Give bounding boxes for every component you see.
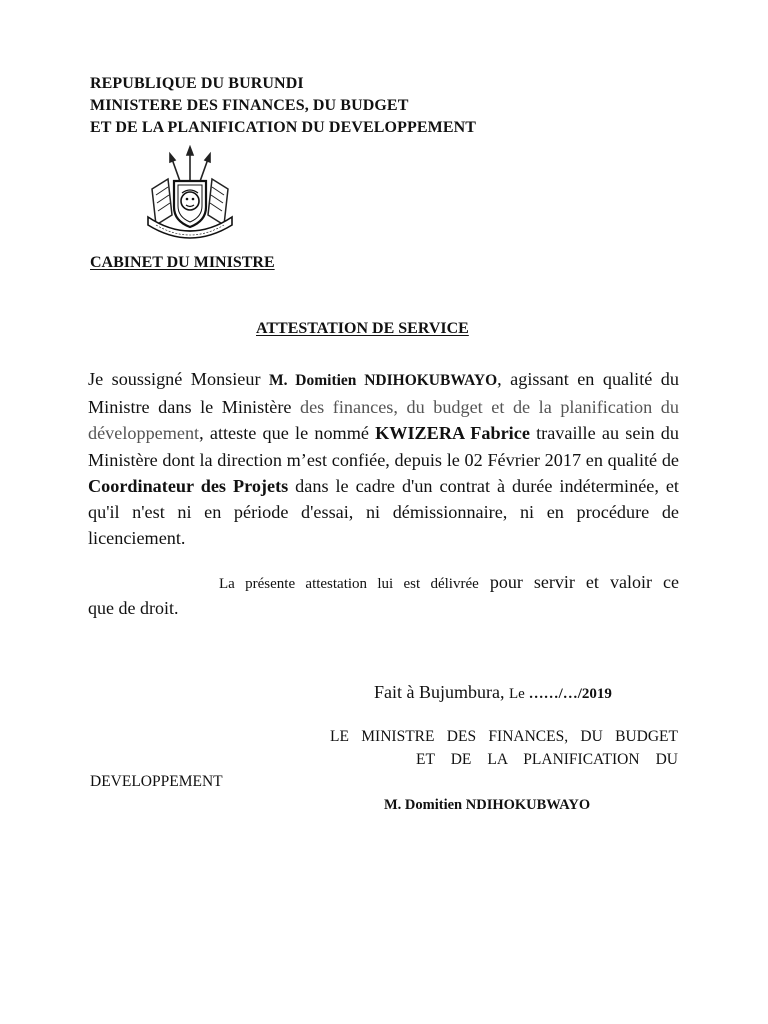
- employee-name: KWIZERA Fabrice: [375, 423, 530, 444]
- body-text: , agissant en qualité du Ministre dans le Ministère: [88, 369, 679, 418]
- ministry-name: des finances, du budget et de la planification du développement: [88, 397, 679, 444]
- employee-position: Coordinateur des Projets: [88, 475, 289, 496]
- signer-name: M. Domitien NDIHOKUBWAYO: [269, 372, 498, 389]
- body-text: , atteste que le nommé: [199, 423, 376, 444]
- date-value: ……/…/2019: [528, 686, 612, 702]
- header-republic: REPUBLIQUE DU BURUNDI: [90, 75, 304, 92]
- header-ministry: MINISTERE DES FINANCES, DU BUDGET: [90, 97, 409, 114]
- document-title: ATTESTATION DE SERVICE: [256, 320, 469, 337]
- body-text: Je soussigné Monsieur: [88, 369, 269, 389]
- place-date-line: [374, 682, 612, 703]
- signatory-title: LE MINISTRE DES FINANCES, DU BUDGET: [330, 728, 678, 745]
- header-ministry-cont: ET DE LA PLANIFICATION DU DEVELOPPEMENT: [90, 119, 477, 136]
- closing-continuation: que de droit.: [88, 598, 179, 618]
- body-text: travaille au sein du Ministère dont la direction m’est confiée, depuis le 02 Février 2017 en qualité de: [88, 423, 679, 470]
- cabinet-heading: CABINET DU MINISTRE: [90, 254, 275, 271]
- body-text: dans le cadre d'un contrat à durée indéterminée, et qu'il n'est ni en période d'essai, ni démissionnaire, ni en procédure de licenciement.: [88, 475, 679, 549]
- body-paragraph: [88, 366, 679, 551]
- place-text: Fait à Bujumbura,: [374, 682, 509, 702]
- signatory-title-end: DEVELOPPEMENT: [90, 773, 223, 790]
- closing-text: La présente attestation lui est délivrée: [219, 576, 479, 592]
- burundi-coat-of-arms-icon: [138, 145, 242, 241]
- signatory-title-cont: ET DE LA PLANIFICATION DU: [416, 751, 678, 768]
- closing-line: [219, 572, 679, 593]
- closing-text: pour servir et valoir ce: [478, 572, 679, 592]
- date-prefix: Le: [508, 686, 529, 702]
- signatory-name: M. Domitien NDIHOKUBWAYO: [384, 797, 591, 813]
